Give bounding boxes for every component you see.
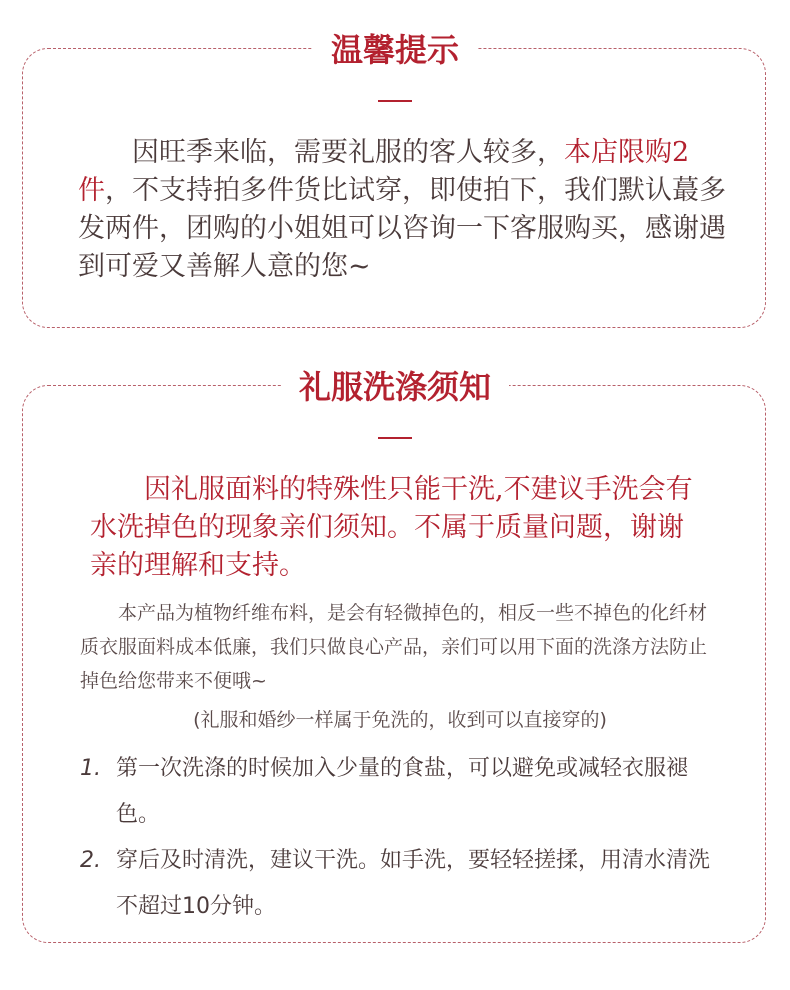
care-title-underline: [378, 437, 412, 439]
notice-text-before: 因旺季来临，需要礼服的客人较多，: [132, 137, 564, 168]
care-note: (礼服和婚纱一样属于免洗的，收到可以直接穿的): [193, 709, 607, 731]
notice-text-after: ，不支持拍多件货比试穿，即使拍下，我们默认蕞多发两件，团购的小姐姐可以咨询一下客服购买，感谢遇到可爱又善解人意的您~: [78, 175, 726, 282]
care-intro-paragraph: 因礼服面料的特殊性只能干洗,不建议手洗会有水洗掉色的现象亲们须知。不属于质量问题，谢谢亲的理解和支持。: [90, 474, 693, 581]
notice-text-highlight: 本店限购2件: [78, 137, 690, 206]
care-step-1: [80, 746, 720, 838]
care-detail-paragraph: 本产品为植物纤维布料，是会有轻微掉色的，相反一些不掉色的化纤材质衣服面料成本低廉，我们只做良心产品，亲们可以用下面的洗涤方法防止掉色给您带来不便哦~: [80, 602, 708, 692]
notice-title-underline: [378, 100, 412, 102]
care-title: 礼服洗涤须知: [0, 367, 790, 407]
care-step-2-text: 穿后及时清洗，建议干洗。如手洗，要轻轻搓揉，用清水清洗不超过10分钟。: [116, 848, 711, 919]
care-step-2: [80, 838, 720, 930]
care-step-2-number: 2.: [80, 848, 101, 873]
care-step-1-number: 1.: [80, 756, 101, 781]
notice-paragraph: [78, 134, 728, 286]
notice-title: 温馨提示: [0, 30, 790, 70]
care-step-1-text: 第一次洗涤的时候加入少量的食盐，可以避免或减轻衣服褪色。: [116, 756, 689, 827]
